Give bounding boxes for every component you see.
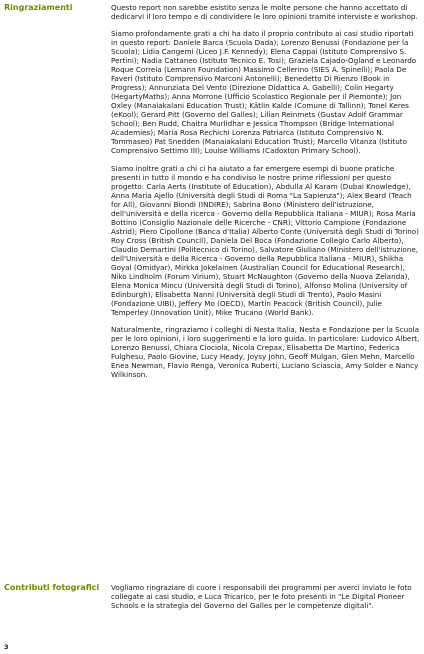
acknowledgments-paragraph: Naturalmente, ringraziamo i colleghi di Nesta Italia, Nesta e Fondazione per la Scuola per le loro opinioni, i loro suggerimenti e la loro guida. In particolare: Ludovico Albert, Lorenzo Benussi, Chiara Ciociola, Nicola Crepax, Elisabetta De Martino, Federica Fulghesu, Paolo Giovine, Lucy Heady, Joysy John, Geoff Mulgan, Glen Mehn, Marcello Enea Newman, Flavio Renga, Veronica Ruberti, Luciano Sciascia, Amy Solder e Nancy Wilkinson. bbox=[111, 324, 420, 379]
page-number: 3 bbox=[4, 643, 9, 651]
photo-credits-body bbox=[111, 583, 421, 618]
acknowledgments-paragraph: Siamo inoltre grati a chi ci ha aiutato a far emergere esempi di buone pratiche presenti in tutto il mondo e ha condiviso le nostre prime riflessioni per questo progetto: Carla Aerts (Institute of Education), Abdulla Al Karam (Dubai Knowledge), Anna Maria Ajello (Università degli Studi di Roma "La Sapienza"); Alex Beard (Teach for All), Giovanni Biondi (INDIRE); Sabrina Bono (Ministero dell'istruzione, dell'università e della ricerca - Governo della Repubblica Italiana - MIUR); Rosa Maria Bottino (Consiglio Nazionale delle Ricerche - CNR); Vittorio Campione (Fondazione Astrid); Piero Cipollone (Banca d'Italia) Alberto Conte (Università degli Studi di Torino) Roy Cross (British Council), Daniela Del Boca (Fondazione Collegio Carlo Alberto), Claudio Demartini (Politecnico di Torino), Salvatore Giuliano (Ministero dell'istruzione, dell'Università e della Ricerca - Governo della Repubblica Italiana - MIUR), Shikha Goyal (Omidyar), Mirkka Jokelainen (Australian Council for Educational Research), Niko Lindholm (Forum Virium), Stuart McNaughton (Governo della Nuova Zelanda), Elena Monica Mincu (Università degli Studi di Torino), Alfonso Molina (University of Edinburgh), Elisabetta Nanni (Università degli Studi di Trento), Paolo Masini (Fondazione UIBI), Jeffery Mo (OECD), Martin Peacock (British Council), Julie Temperley (Innovation Unit), Mike Trucano (World Bank). bbox=[111, 163, 419, 317]
photo-credits-heading: Contributi fotografici bbox=[4, 583, 100, 592]
acknowledgments-body bbox=[111, 3, 421, 387]
acknowledgments-paragraph: Questo report non sarebbe esistito senza le molte persone che hanno accettato di dedicarvi il loro tempo e di condividere le loro opinioni tramite interviste e workshop. bbox=[111, 3, 418, 21]
acknowledgments-paragraph: Siamo profondamente grati a chi ha dato il proprio contributo ai casi studio riportati in questo report: Daniele Barca (Scuola Dada); Lorenzo Benussi (Fondazione per la Scuola); Lidia Cangemi (Liceo J.F. Kennedy); Elena Cappai (Istituto Comprensivo S. Pertini); Nadia Cattaneo (Istituto Tecnico E. Tosi); Graziela Cajado-Ogland e Leonardo Roque Correia (Lemann Foundation) Massimo Cellerino (SIES A. Spinelli); Paola De Faveri (Istituto Comprensivo Marconi Antonelli); Benedetto Di Rienzo (Book in Progress); Annunziata Del Vento (Direzione Didattica A. Gabelli); Colin Hegarty (HegartyMaths); Anna Morrone (Ufficio Scolastico Regionale per il Piemonte); Jon Oxley (Manaiakalani Education Trust); Kätlin Kalde (Comune di Tallinn); Tonel Keres (eKool); Gerard Pitt (Governo del Galles); Lilian Reinmets (Gustav Adolf Grammar School); Ben Rudd, Chaitra Murlidhar e Jessica Thompson (Bridge International Academies); Maria Rosa Rechichi Lorenza Patriarca (Istituto Comprensivo N. Tommaseo) Pat Snedden (Manaiakalani Education Trust); Marcello Vitanza (Istituto Comprensivo Settimo III); Louise Williams (Cadoxton Primary School). bbox=[111, 29, 417, 156]
acknowledgments-heading: Ringraziamenti bbox=[4, 3, 73, 12]
photo-credits-paragraph: Vogliamo ringraziare di cuore i responsabili dei programmi per averci inviato le foto collegate ai casi studio, e Luca Tricarico, per le foto presenti in "Le Digital Pioneer Schools e la strategia del Governo del Galles per le competenze digitali". bbox=[111, 583, 412, 610]
